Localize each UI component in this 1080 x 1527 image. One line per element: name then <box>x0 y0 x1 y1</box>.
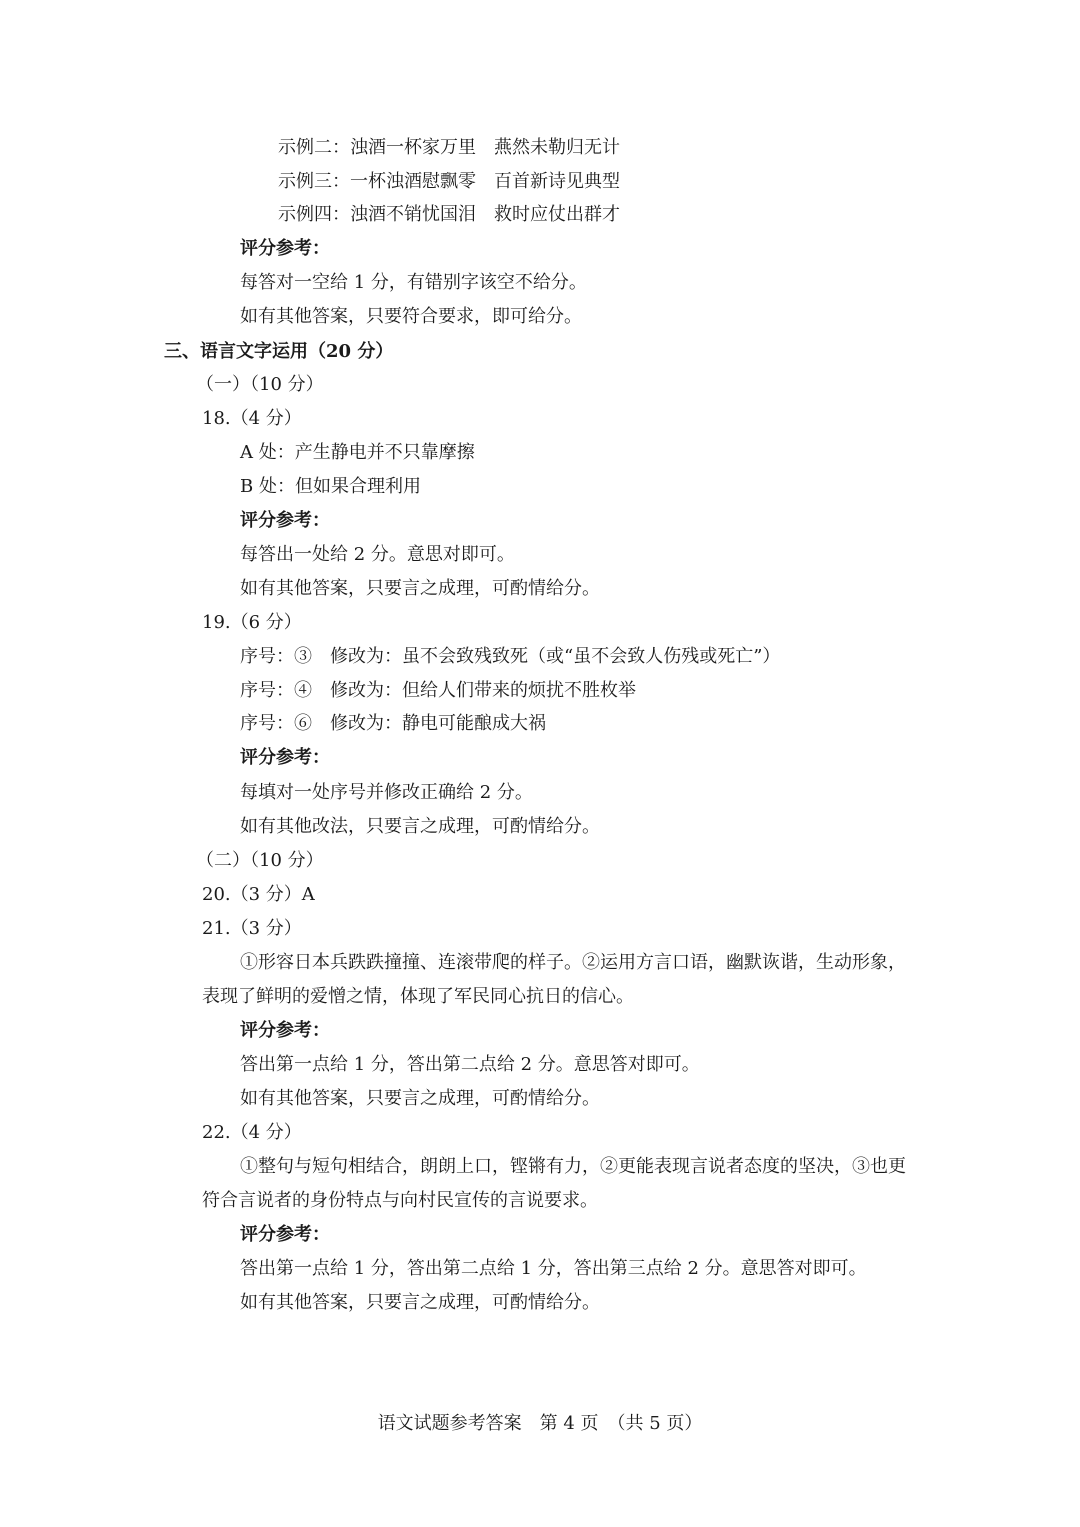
answer-line: 序号：③ 修改为：虽不会致残致死（或“虽不会致人伤残或死亡”） <box>240 646 781 667</box>
scoring-reference-title: 评分参考： <box>240 1020 330 1041</box>
scoring-reference-text: 如有其他答案，只要言之成理，可酌情给分。 <box>240 578 600 599</box>
scoring-reference-text: 如有其他答案，只要言之成理，可酌情给分。 <box>240 1292 600 1313</box>
answer-line: B 处：但如果合理利用 <box>240 476 421 497</box>
example-4: 示例四：浊酒不销忧国泪 救时应仗出群才 <box>278 204 620 225</box>
scoring-reference-title: 评分参考： <box>240 238 330 259</box>
answer-line: 序号：⑥ 修改为：静电可能酿成大祸 <box>240 713 546 734</box>
question-number: 22.（4 分） <box>202 1122 302 1143</box>
answer-paragraph: ①形容日本兵跌跌撞撞、连滚带爬的样子。②运用方言口语，幽默诙谐，生动形象，表现了鲜明的爱憎之情，体现了军民同心抗日的信心。 <box>202 952 906 1007</box>
scoring-reference-text: 如有其他答案，只要言之成理，可酌情给分。 <box>240 1088 600 1109</box>
subsection-heading: （二）（10 分） <box>196 850 324 871</box>
example-2: 示例二：浊酒一杯家万里 燕然未勒归无计 <box>278 137 620 158</box>
scoring-reference-title: 评分参考： <box>240 1224 330 1245</box>
scoring-reference-text: 每答对一空给 1 分，有错别字该空不给分。 <box>240 272 587 293</box>
scoring-reference-text: 每填对一处序号并修改正确给 2 分。 <box>240 782 533 803</box>
scoring-reference-text: 每答出一处给 2 分。意思对即可。 <box>240 544 515 565</box>
page-footer: 语文试题参考答案 第 4 页 （共 5 页） <box>377 1413 703 1434</box>
question-number: 21.（3 分） <box>202 918 302 939</box>
scoring-reference-text: 如有其他改法，只要言之成理，可酌情给分。 <box>240 816 600 837</box>
subsection-heading: （一）（10 分） <box>196 374 324 395</box>
scoring-reference-text: 答出第一点给 1 分，答出第二点给 2 分。意思答对即可。 <box>240 1054 700 1075</box>
scoring-reference-text: 如有其他答案，只要符合要求，即可给分。 <box>240 306 582 327</box>
question-number: 19.（6 分） <box>202 612 302 633</box>
scoring-reference-title: 评分参考： <box>240 747 330 768</box>
answer-paragraph: ①整句与短句相结合，朗朗上口，铿锵有力，②更能表现言说者态度的坚决，③也更符合言说者的身份特点与向村民宣传的言说要求。 <box>202 1156 906 1211</box>
scoring-reference-text: 答出第一点给 1 分，答出第二点给 1 分，答出第三点给 2 分。意思答对即可。 <box>240 1258 867 1279</box>
question-number: 18.（4 分） <box>202 408 302 429</box>
section-heading: 三、语言文字运用（20 分） <box>164 341 394 362</box>
answer-line: 序号：④ 修改为：但给人们带来的烦扰不胜枚举 <box>240 680 636 701</box>
answer-line: A 处：产生静电并不只靠摩擦 <box>240 442 475 463</box>
example-3: 示例三：一杯浊酒慰飘零 百首新诗见典型 <box>278 171 620 192</box>
question-number: 20.（3 分）A <box>202 884 315 905</box>
scoring-reference-title: 评分参考： <box>240 510 330 531</box>
